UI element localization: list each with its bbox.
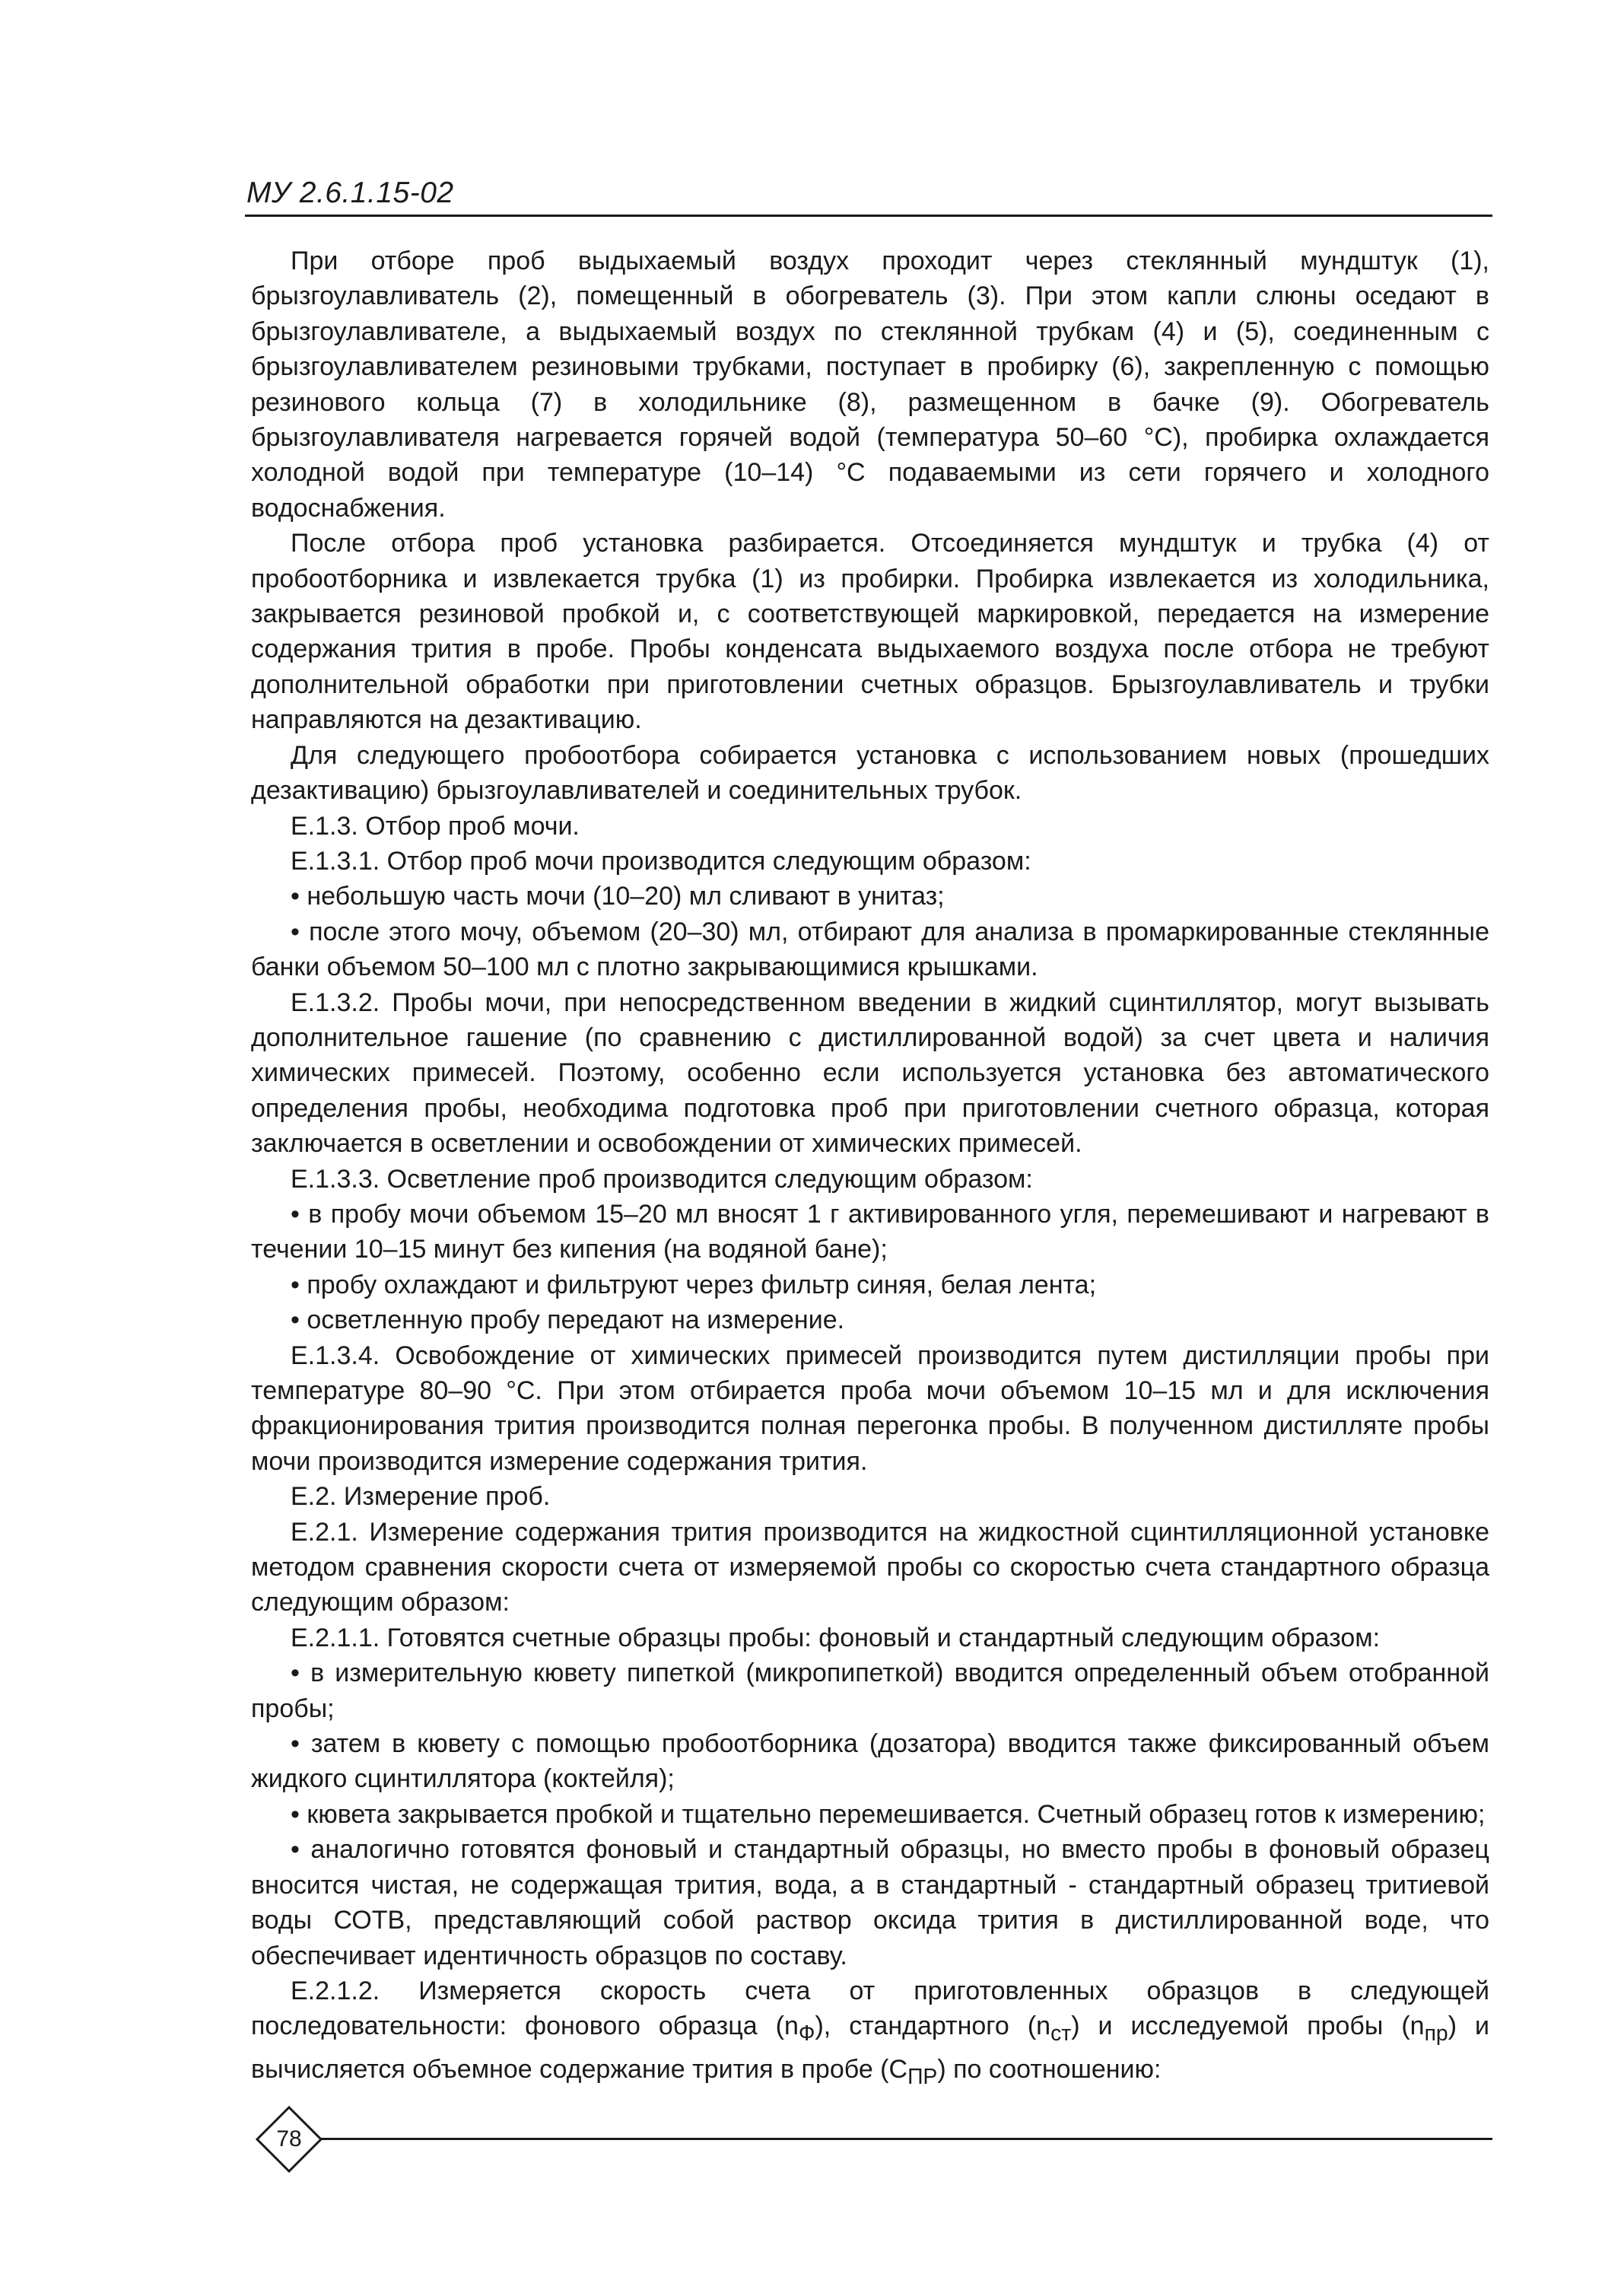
subscript-PR: ПР	[907, 2064, 938, 2089]
subscript-f: Ф	[798, 2021, 815, 2046]
body-text	[251, 243, 1489, 2094]
list-item: • затем в кювету с помощью пробоотборника (дозатора) вводится также фиксированный объем жидкого сцинтиллятора (коктейля);	[251, 1729, 1489, 1794]
subscript-st: ст	[1050, 2021, 1072, 2046]
paragraph: Е.1.3.4. Освобождение от химических примесей производится путем дистилляции пробы при температуре 80–90 °С. При этом отбирается проба мочи объемом 10–15 мл и для исключения фракционирования трития производится полная перегонка пробы. В полученном дистилляте пробы мочи производится измерение содержания трития.	[251, 1340, 1489, 1476]
header-rule	[245, 215, 1492, 217]
page-number: 78	[276, 2126, 302, 2151]
paragraph: После отбора проб установка разбирается. Отсоединяется мундштук и трубка (4) от пробоотборника и извлекается трубка (1) из пробирки. Пробирка извлекается из холодильника, закрывается резиновой пробкой и, с соответствующей маркировкой, передается на измерение содержания трития в пробе. Пробы конденсата выдыхаемого воздуха после отбора не требуют дополнительной обработки при приготовлении счетных образцов. Брызгоулавливатель и трубки направляются на дезактивацию.	[251, 529, 1489, 735]
text-run: ) по соотношению:	[937, 2054, 1162, 2084]
paragraph: Е.1.3.2. Пробы мочи, при непосредственном введении в жидкий сцинтиллятор, могут вызывать дополнительное гашение (по сравнению с дистиллированной водой) за счет цвета и наличия химических примесей. Поэтому, особенно если используется установка без автоматического определения пробы, необходима подготовка проб при приготовлении счетного образца, которая заключается в осветлении и освобождении от химических примесей.	[251, 987, 1489, 1159]
page-header	[245, 176, 1492, 216]
list-item: • в пробу мочи объемом 15–20 мл вносят 1 г активированного угля, перемешивают и нагревают в течении 10–15 минут без кипения (на водяной бане);	[251, 1199, 1489, 1264]
paragraph: Е.1.3.1. Отбор проб мочи производится следующим образом:	[291, 846, 1031, 876]
page-number-badge	[256, 2106, 323, 2173]
text-run: ) и исследуемой пробы (n	[1071, 2011, 1425, 2041]
paragraph: При отборе проб выдыхаемый воздух проходит через стеклянный мундштук (1), брызгоулавливатель (2), помещенный в обогреватель (3). При этом капли слюны оседают в брызгоулавливателе, а выдыхаемый воздух по стеклянной трубкам (4) и (5), соединенным с брызгоулавливателем резиновыми трубками, поступает в пробирку (6), закрепленную с помощью резинового кольца (7) в холодильнике (8), размещенном в бачке (9). Обогреватель брызгоулавливателя нагревается горячей водой (температура 50–60 °С), пробирка охлаждается холодной водой при температуре (10–14) °С подаваемыми из сети горячего и холодного водоснабжения.	[251, 246, 1489, 523]
paragraph: Е.2.1. Измерение содержания трития производится на жидкостной сцинтилляционной установке методом сравнения скорости счета от измеряемой пробы со скоростью счета стандартного образца следующим образом:	[251, 1517, 1489, 1617]
document-code: МУ 2.6.1.15-02	[246, 176, 454, 209]
section-heading: Е.1.3. Отбор проб мочи.	[291, 811, 580, 841]
paragraph: Е.1.3.3. Осветление проб производится следующим образом:	[291, 1164, 1033, 1194]
footer-rule	[321, 2138, 1492, 2140]
paragraph: Е.2.1.1. Готовятся счетные образцы пробы: фоновый и стандартный следующим образом:	[291, 1623, 1381, 1652]
list-item: • кювета закрывается пробкой и тщательно перемешивается. Счетный образец готов к измерению;	[291, 1799, 1486, 1829]
text-run: Е.2.1.2. Измеряется скорость счета от приготовленных образцов в следующей последовательности: фонового образца (n	[251, 1976, 1489, 2041]
subscript-pr: пр	[1424, 2021, 1448, 2046]
paragraph-with-subscripts	[251, 1973, 1489, 2094]
paragraph: Для следующего пробоотбора собирается установка с использованием новых (прошедших дезактивацию) брызгоулавливателей и соединительных трубок.	[251, 740, 1489, 806]
text-run: ) и вычисляется объемное содержание трития в пробе (С	[251, 2011, 1490, 2084]
list-item: • аналогично готовятся фоновый и стандартный образцы, но вместо пробы в фоновый образец вносится чистая, не содержащая трития, вода, а в стандартный - стандартный образец тритиевой воды СОТВ, представляющий собой раствор оксида трития в дистиллированной воде, что обеспечивает идентичность образцов по составу.	[251, 1835, 1489, 1970]
text-run: ), стандартного (n	[815, 2011, 1051, 2041]
page-footer	[256, 2106, 1492, 2179]
list-item: • небольшую часть мочи (10–20) мл сливают в унитаз;	[291, 882, 945, 911]
section-heading: Е.2. Измерение проб.	[291, 1482, 551, 1512]
list-item: • после этого мочу, объемом (20–30) мл, отбирают для анализа в промаркированные стеклянные банки объемом 50–100 мл с плотно закрывающимися крышками.	[251, 917, 1489, 982]
list-item: • пробу охлаждают и фильтруют через фильтр синяя, белая лента;	[291, 1270, 1097, 1299]
list-item: • осветленную пробу передают на измерение.	[291, 1305, 845, 1335]
list-item: • в измерительную кювету пипеткой (микропипеткой) вводится определенный объем отобранной пробы;	[251, 1658, 1489, 1723]
